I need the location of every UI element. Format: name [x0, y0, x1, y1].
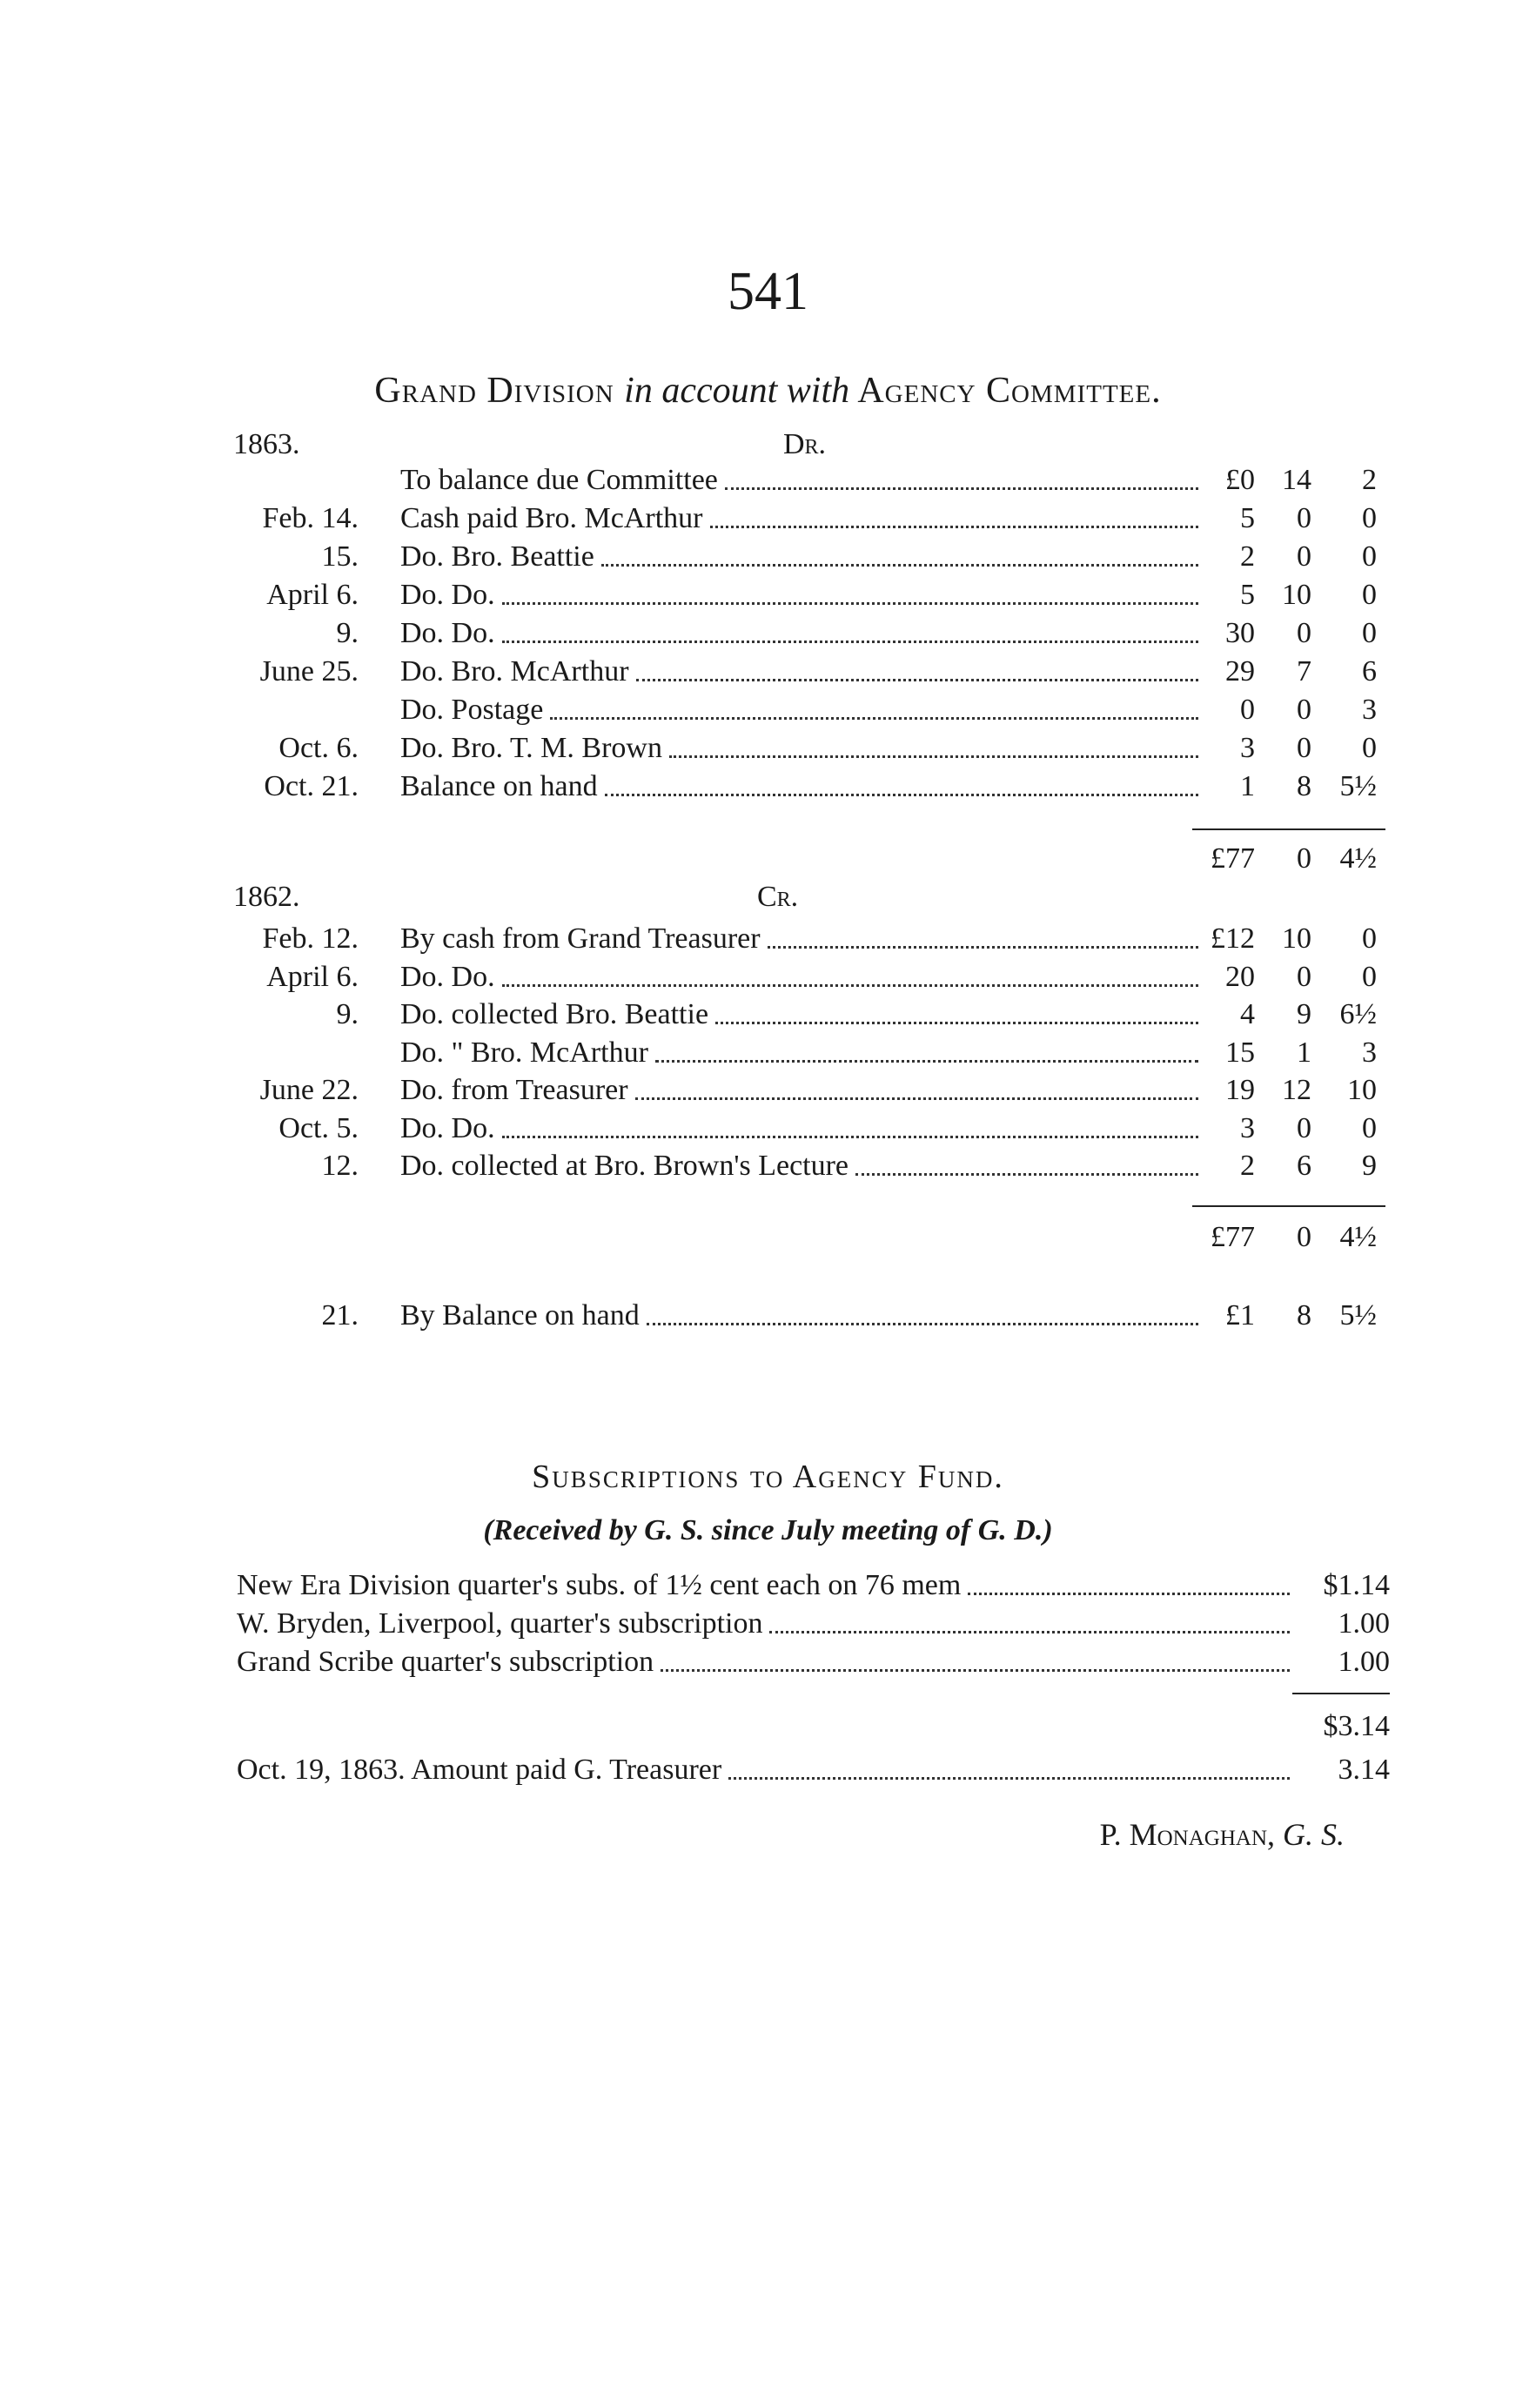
entry-shillings: 14: [1282, 464, 1311, 496]
entry-description: Do. " Bro. McArthur: [400, 1036, 648, 1069]
title-part-1: Grand Division: [374, 371, 614, 411]
entry-pence: 9: [1362, 1150, 1377, 1182]
debit-total-rule: [1192, 828, 1385, 830]
entry-shillings: 0: [1297, 617, 1311, 649]
debit-total-pounds: £77: [1211, 842, 1255, 875]
entry-pounds: 19: [1225, 1074, 1255, 1106]
entry-description: Do. Postage: [400, 694, 544, 726]
credit-row: [228, 958, 1385, 996]
debit-row: [228, 691, 1385, 729]
entry-pence: 0: [1362, 540, 1377, 573]
credit-total-rule: [1192, 1205, 1385, 1207]
entry-date: 15.: [321, 540, 359, 573]
subscriptions-paid-row: [237, 1751, 1394, 1789]
debit-row: [228, 500, 1385, 538]
entry-pence: 0: [1362, 960, 1377, 993]
entry-description: Do. from Treasurer: [400, 1074, 628, 1106]
entry-description: Do. collected at Bro. Brown's Lecture: [400, 1150, 849, 1182]
credit-row: [228, 996, 1385, 1034]
entry-shillings: 10: [1282, 922, 1311, 955]
dot-leader: [855, 1173, 1198, 1176]
debit-total-shillings: 0: [1297, 842, 1311, 875]
dot-leader: [655, 1060, 1198, 1063]
credit-row: [228, 1147, 1385, 1185]
entry-pence: 6½: [1339, 998, 1377, 1030]
entry-pence: 5½: [1339, 770, 1377, 802]
entry-pence: 0: [1362, 617, 1377, 649]
entry-pence: 0: [1362, 579, 1377, 611]
debit-total-pence: 4½: [1339, 842, 1377, 875]
entry-pence: 3: [1362, 1036, 1377, 1069]
balance-leader: [647, 1323, 1198, 1325]
entry-date: April 6.: [266, 579, 359, 611]
entry-pence: 0: [1362, 732, 1377, 764]
dot-leader: [769, 1631, 1290, 1633]
entry-shillings: 7: [1297, 655, 1311, 688]
debit-year: 1863.: [233, 428, 300, 460]
credit-total-shillings: 0: [1297, 1221, 1311, 1253]
title-part-2: Agency Committee.: [857, 371, 1162, 411]
entry-description: By cash from Grand Treasurer: [400, 922, 761, 955]
debit-row: [228, 768, 1385, 806]
entry-pounds: 5: [1240, 579, 1255, 611]
dot-leader: [636, 679, 1198, 681]
dot-leader: [710, 526, 1198, 528]
credit-year: 1862.: [233, 881, 300, 913]
entry-date: June 22.: [259, 1074, 359, 1106]
entry-pence: 6: [1362, 655, 1377, 688]
subscription-amount: $1.14: [1323, 1569, 1390, 1601]
balance-text: By Balance on hand: [400, 1299, 640, 1331]
signature-name: P. Monaghan,: [1099, 1817, 1275, 1852]
entry-pence: 10: [1347, 1074, 1377, 1106]
entry-pounds: 3: [1240, 732, 1255, 764]
entry-pounds: 3: [1240, 1111, 1255, 1144]
signature-title: G. S.: [1283, 1817, 1345, 1852]
entry-pence: 2: [1362, 464, 1377, 496]
entry-pence: 0: [1362, 1111, 1377, 1144]
entry-pounds: 2: [1240, 540, 1255, 573]
entry-shillings: 0: [1297, 960, 1311, 993]
credit-total-pence: 4½: [1339, 1221, 1377, 1253]
dot-leader: [661, 1669, 1290, 1672]
dot-leader: [715, 1022, 1198, 1024]
subscription-row: [237, 1566, 1394, 1605]
entry-description: Do. Bro. Beattie: [400, 540, 594, 573]
entry-shillings: 6: [1297, 1150, 1311, 1182]
entry-date: Feb. 12.: [262, 922, 359, 955]
dot-leader: [550, 717, 1198, 720]
entry-description: Do. Do.: [400, 960, 495, 993]
entry-shillings: 0: [1297, 694, 1311, 726]
debit-label: Dr.: [783, 428, 827, 460]
entry-shillings: 0: [1297, 1111, 1311, 1144]
entry-date: Oct. 5.: [278, 1111, 359, 1144]
entry-description: Do. Bro. T. M. Brown: [400, 732, 662, 764]
subscriptions-total-row: [237, 1707, 1394, 1746]
entry-date: Oct. 21.: [264, 770, 359, 802]
credit-row: [228, 1071, 1385, 1110]
entry-date: April 6.: [266, 960, 359, 993]
credit-row: [228, 920, 1385, 958]
dot-leader: [502, 641, 1198, 643]
debit-row: [228, 653, 1385, 691]
dot-leader: [725, 487, 1198, 490]
entry-date: 12.: [321, 1150, 359, 1182]
entry-pounds: 4: [1240, 998, 1255, 1030]
entry-shillings: 12: [1282, 1074, 1311, 1106]
subscription-row: [237, 1605, 1394, 1643]
balance-pounds: £1: [1225, 1299, 1255, 1331]
entry-description: Balance on hand: [400, 770, 598, 802]
entry-description: Do. Bro. McArthur: [400, 655, 629, 688]
subscription-row: [237, 1643, 1394, 1681]
credit-row: [228, 1034, 1385, 1072]
title-italic: in account with: [624, 371, 850, 411]
subscription-amount: 1.00: [1338, 1646, 1390, 1678]
entry-pounds: 0: [1240, 694, 1255, 726]
entry-pounds: 30: [1225, 617, 1255, 649]
subscription-description: W. Bryden, Liverpool, quarter's subscription: [237, 1607, 763, 1640]
subscription-description: Grand Scribe quarter's subscription: [237, 1646, 654, 1678]
subscriptions-received-note: (Received by G. S. since July meeting of G. D.): [483, 1514, 1053, 1546]
debit-row: [228, 461, 1385, 500]
debit-row: [228, 538, 1385, 576]
paid-text: Oct. 19, 1863. Amount paid G. Treasurer: [237, 1754, 722, 1786]
signature: [1100, 1816, 1345, 1853]
dot-leader: [601, 564, 1198, 567]
dot-leader: [605, 794, 1198, 796]
entry-date: Oct. 6.: [278, 732, 359, 764]
entry-pounds: 15: [1225, 1036, 1255, 1069]
subscription-description: New Era Division quarter's subs. of 1½ cent each on 76 mem: [237, 1569, 962, 1601]
credit-balance-row: [228, 1297, 1385, 1335]
entry-pounds: 2: [1240, 1150, 1255, 1182]
entry-description: Cash paid Bro. McArthur: [400, 502, 703, 534]
dot-leader: [669, 755, 1198, 758]
entry-shillings: 0: [1297, 732, 1311, 764]
dot-leader: [768, 946, 1198, 949]
dot-leader: [502, 1136, 1198, 1138]
entry-date: 9.: [336, 617, 359, 649]
entry-pounds: 1: [1240, 770, 1255, 802]
balance-shillings: 8: [1297, 1299, 1311, 1331]
entry-description: Do. Do.: [400, 579, 495, 611]
entry-shillings: 8: [1297, 770, 1311, 802]
entry-description: To balance due Committee: [400, 464, 718, 496]
credit-label: Cr.: [757, 881, 799, 913]
entry-date: June 25.: [259, 655, 359, 688]
paid-amount: 3.14: [1338, 1754, 1390, 1786]
dot-leader: [502, 984, 1198, 987]
dot-leader: [502, 602, 1198, 605]
debit-row: [228, 729, 1385, 768]
entry-description: Do. Do.: [400, 1111, 495, 1144]
debit-row: [228, 614, 1385, 653]
entry-pounds: £0: [1225, 464, 1255, 496]
entry-pence: 0: [1362, 922, 1377, 955]
balance-pence: 5½: [1339, 1299, 1377, 1331]
subscriptions-total-rule: [1292, 1693, 1390, 1694]
debit-total-row: [228, 840, 1385, 878]
entry-shillings: 0: [1297, 502, 1311, 534]
entry-pounds: 5: [1240, 502, 1255, 534]
paid-leader: [728, 1777, 1290, 1780]
entry-date: Feb. 14.: [262, 502, 359, 534]
entry-pounds: 20: [1225, 960, 1255, 993]
subscription-amount: 1.00: [1338, 1607, 1390, 1640]
entry-shillings: 0: [1297, 540, 1311, 573]
page-number: 541: [728, 262, 808, 321]
entry-pounds: £12: [1211, 922, 1255, 955]
dot-leader: [635, 1097, 1198, 1100]
entry-description: Do. Do.: [400, 617, 495, 649]
credit-total-pounds: £77: [1211, 1221, 1255, 1253]
entry-description: Do. collected Bro. Beattie: [400, 998, 709, 1030]
entry-shillings: 1: [1297, 1036, 1311, 1069]
page-title: [0, 370, 1536, 412]
subscriptions-heading: Subscriptions to Agency Fund.: [532, 1459, 1004, 1495]
balance-date: 21.: [321, 1299, 359, 1331]
entry-shillings: 9: [1297, 998, 1311, 1030]
entry-date: 9.: [336, 998, 359, 1030]
subscriptions-total: $3.14: [1323, 1710, 1390, 1742]
credit-total-row: [228, 1218, 1385, 1257]
entry-pence: 3: [1362, 694, 1377, 726]
entry-pounds: 29: [1225, 655, 1255, 688]
credit-row: [228, 1110, 1385, 1148]
entry-shillings: 10: [1282, 579, 1311, 611]
entry-pence: 0: [1362, 502, 1377, 534]
debit-row: [228, 576, 1385, 614]
